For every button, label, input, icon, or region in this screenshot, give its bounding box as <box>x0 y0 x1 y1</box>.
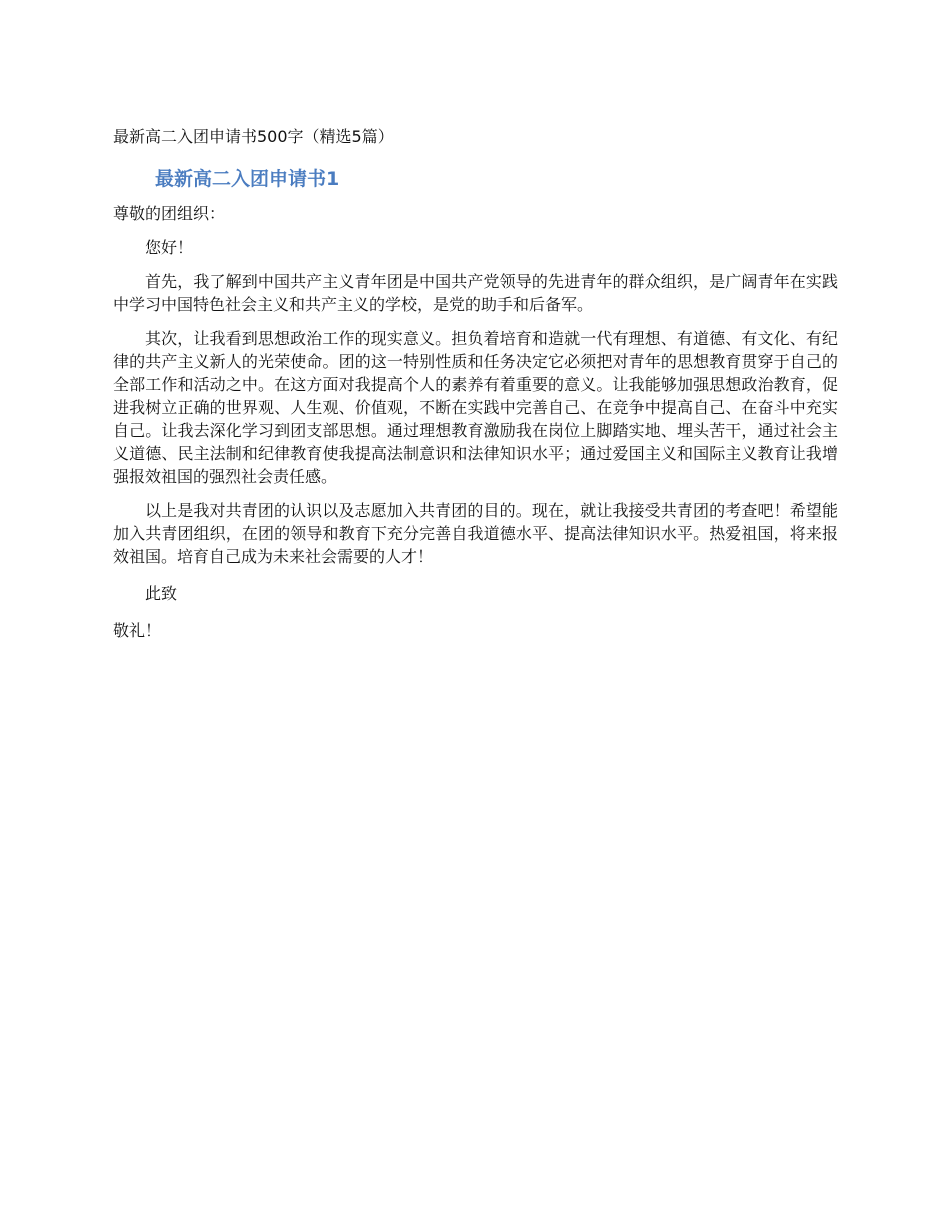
salutation: 尊敬的团组织： <box>113 204 226 223</box>
closing: 此致 <box>145 584 178 603</box>
paragraph-3: 以上是我对共青团的认识以及志愿加入共青团的目的。现在，就让我接受共青团的考查吧！希望能加入共青团组织，在团的领导和教育下充分完善自我道德水平、提高法律知识水平。热爱祖国，将来报效祖国。培育自己成为未来社会需要的人才！ <box>113 501 838 566</box>
section-heading: 最新高二入团申请书1 <box>155 168 340 190</box>
sign-off: 敬礼！ <box>113 621 162 640</box>
document-title: 最新高二入团申请书500字（精选5篇） <box>113 127 394 146</box>
paragraph-2: 其次，让我看到思想政治工作的现实意义。担负着培育和造就一代有理想、有道德、有文化、有纪律的共产主义新人的光荣使命。团的这一特别性质和任务决定它必须把对青年的思想教育贯穿于自己的全部工作和活动之中。在这方面对我提高个人的素养有着重要的意义。让我能够加强思想政治教育，促进我树立正确的世界观、人生观、价值观，不断在实践中完善自己、在竞争中提高自己、在奋斗中充实自己。让我去深化学习到团支部思想。通过理想教育激励我在岗位上脚踏实地、埋头苦干，通过社会主义道德、民主法制和纪律教育使我提高法制意识和法律知识水平；通过爱国主义和国际主义教育让我增强报效祖国的强烈社会责任感。 <box>113 329 838 486</box>
greeting: 您好！ <box>145 238 194 257</box>
paragraph-1: 首先，我了解到中国共产主义青年团是中国共产党领导的先进青年的群众组织，是广阔青年在实践中学习中国特色社会主义和共产主义的学校，是党的助手和后备军。 <box>113 272 838 314</box>
document-body <box>113 125 838 653</box>
